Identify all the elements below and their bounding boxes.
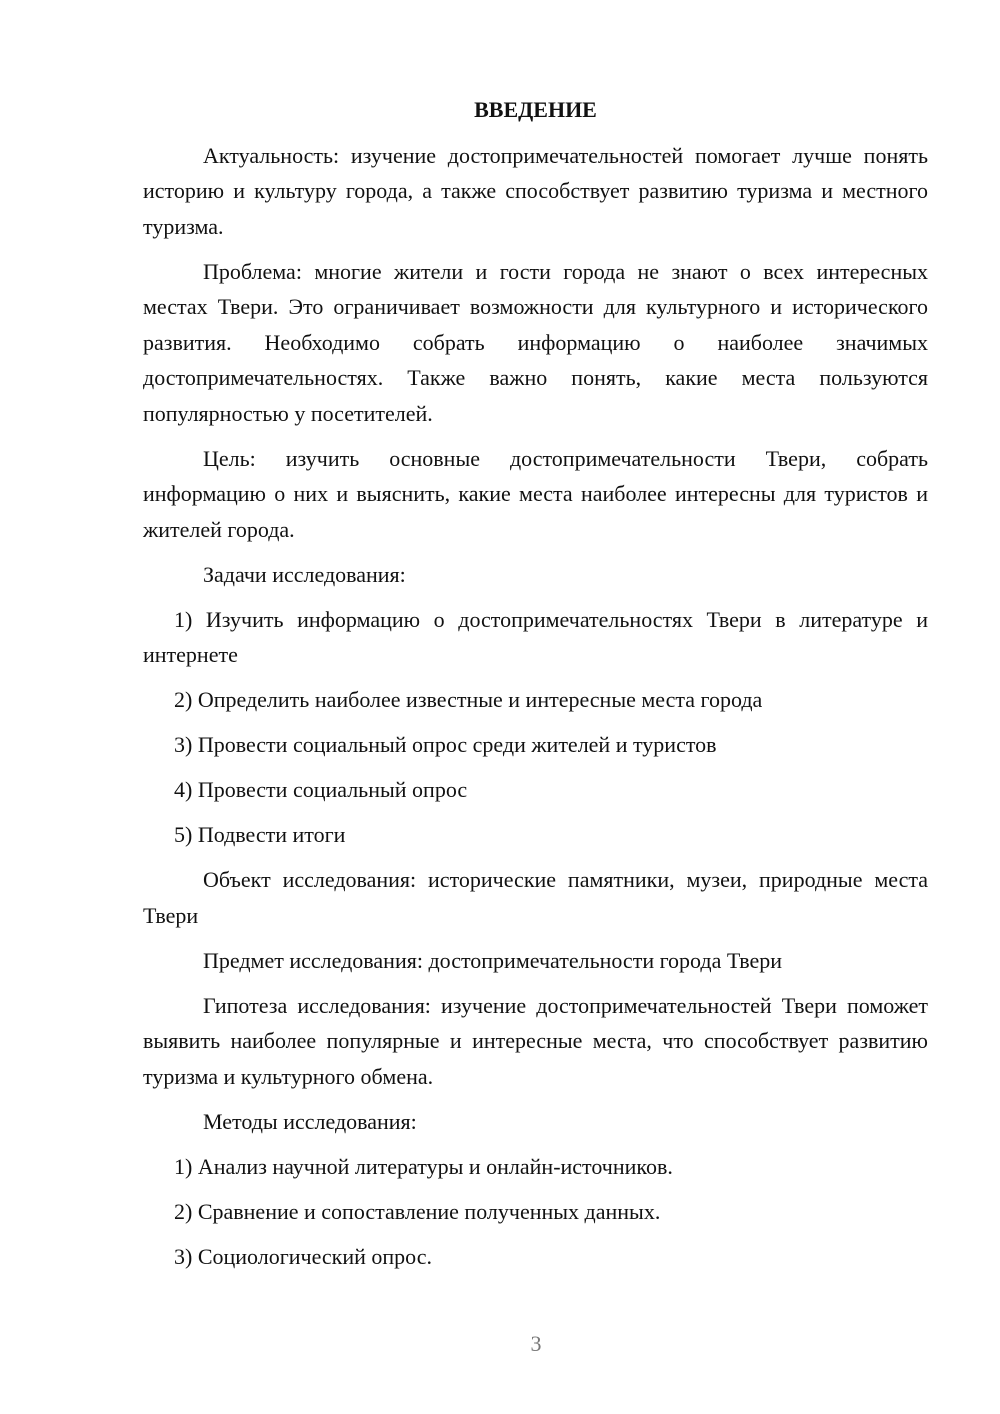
task-item: 2) Определить наиболее известные и интересные места города	[174, 687, 763, 712]
page-number: 3	[530, 1331, 542, 1356]
method-item: 3) Социологический опрос.	[174, 1243, 432, 1269]
object-paragraph: Объект исследования: исторические памятники, музеи, природные места Твери	[143, 867, 928, 928]
relevance-paragraph: Актуальность: изучение достопримечательностей помогает лучше понять историю и культуру города, а также способствует развитию туризма и местного туризма.	[143, 142, 928, 239]
goal-paragraph: Цель: изучить основные достопримечательности Твери, собрать информацию о них и выяснить, какие места наиболее интересны для туристов и жителей города.	[143, 445, 928, 542]
method-item: 1) Анализ научной литературы и онлайн-источников.	[174, 1153, 673, 1179]
task-item: 4) Провести социальный опрос	[174, 777, 468, 802]
method-item: 2) Сравнение и сопоставление полученных данных.	[174, 1198, 661, 1224]
hypothesis-paragraph: Гипотеза исследования: изучение достопримечательностей Твери поможет выявить наиболее популярные и интересные места, что способствует развитию туризма и культурного обмена.	[143, 992, 928, 1089]
task-item: 1) Изучить информацию о достопримечательностях Твери в литературе и интернете	[143, 606, 928, 667]
tasks-heading: Задачи исследования:	[203, 561, 406, 587]
task-item: 3) Провести социальный опрос среди жителей и туристов	[174, 732, 717, 757]
page-title: ВВЕДЕНИЕ	[474, 97, 597, 122]
problem-paragraph: Проблема: многие жители и гости города не знают о всех интересных местах Твери. Это ограничивает возможности для культурного и исторического развития. Необходимо собрать информацию о наиболее значимых достопримечательностях. Также важно понять, какие места пользуются популярностью у посетителей.	[143, 258, 928, 426]
subject-paragraph: Предмет исследования: достопримечательности города Твери	[203, 947, 783, 973]
methods-heading: Методы исследования:	[203, 1108, 417, 1134]
document-body	[143, 92, 928, 1284]
task-item: 5) Подвести итоги	[174, 822, 346, 847]
